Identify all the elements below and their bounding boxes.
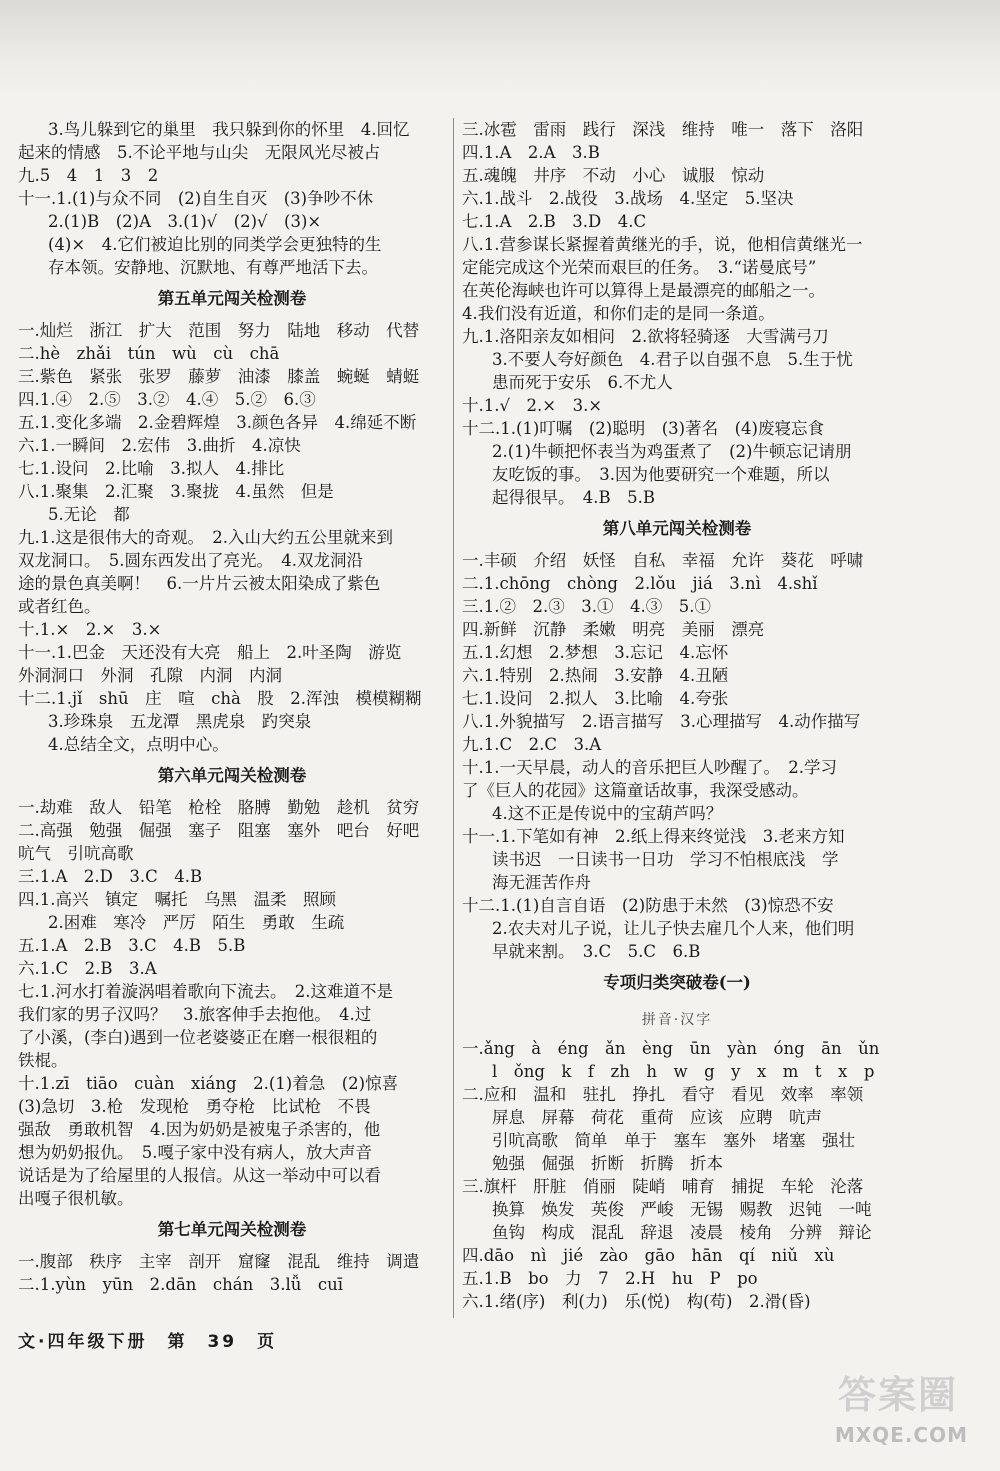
answer-line: 二.1.chōng chòng 2.lǒu jiá 3.nì 4.shǐ xyxy=(462,574,818,593)
watermark-logo: 答案圈 xyxy=(837,1373,958,1417)
answer-line: 四.1.④ 2.⑤ 3.② 4.④ 5.② 6.③ xyxy=(18,390,316,409)
answer-line: 九.1.这是很伟大的奇观。 2.入山大约五公里就来到 xyxy=(18,528,393,547)
answer-line: (4)× 4.它们被迫比别的同类学会更独特的生 xyxy=(48,235,382,254)
section-heading: 第七单元闯关检测卷 xyxy=(157,1220,307,1239)
answer-line: 三.冰雹 雷雨 践行 深浅 维持 唯一 落下 洛阳 xyxy=(462,120,864,139)
answer-line: 2.(1)B (2)A 3.(1)√ (2)√ (3)× xyxy=(48,212,322,231)
answer-line: 九.1.C 2.C 3.A xyxy=(462,735,602,754)
answer-line: 定能完成这个光荣而艰巨的任务。 3.“诺曼底号” xyxy=(462,258,817,277)
answer-line: l ǒng k f zh h w g y x m t x p xyxy=(492,1062,875,1081)
answer-line: 七.1.设问 2.拟人 3.比喻 4.夸张 xyxy=(462,689,729,708)
section-heading: 第六单元闯关检测卷 xyxy=(157,766,307,785)
answer-line: 早就来割。 3.C 5.C 6.B xyxy=(492,942,701,961)
answer-line: 双龙洞口。 5.圆东西发出了亮光。 4.双龙洞沿 xyxy=(18,551,363,570)
answer-line: 一.劫难 敌人 铅笔 枪栓 胳膊 勤勉 趁机 贫穷 xyxy=(18,798,420,817)
answer-line: 六.1.绪(序) 利(力) 乐(悦) 构(苟) 2.滑(昏) xyxy=(462,1292,811,1311)
answer-line: 十二.1.jǐ shū 庄 喧 chà 股 2.浑浊 模模糊糊 xyxy=(18,689,422,708)
answer-line: 三.1.② 2.③ 3.① 4.③ 5.① xyxy=(462,597,711,616)
answer-line: 十二.1.(1)自言自语 (2)防患于未然 (3)惊恐不安 xyxy=(462,896,834,915)
answer-line: 屏息 屏幕 荷花 重荷 应该 应聘 吭声 xyxy=(492,1108,822,1127)
answer-line: 了《巨人的花园》这篇童话故事，我深受感动。 xyxy=(462,781,809,800)
answer-line: 四.新鲜 沉静 柔嫩 明亮 美丽 漂亮 xyxy=(462,620,765,639)
answer-line: 存本领。安静地、沉默地、有尊严地活下去。 xyxy=(48,258,378,277)
answer-line: 二.1.yùn yūn 2.dān chán 3.lǚ cuī xyxy=(18,1275,344,1294)
answer-line: 七.1.A 2.B 3.D 4.C xyxy=(462,212,647,231)
answer-line: 患而死于安乐 6.不尤人 xyxy=(492,373,673,392)
answer-line: 二.应和 温和 驻扎 挣扎 看守 看见 效率 率领 xyxy=(462,1085,864,1104)
answer-line: 4.这不正是传说中的宝葫芦吗？ xyxy=(492,804,723,823)
answer-line: 外洞洞口 外洞 孔隙 内洞 内洞 xyxy=(18,666,282,685)
answer-line: 九.1.洛阳亲友如相问 2.欲将轻骑逐 大雪满弓刀 xyxy=(462,327,829,346)
answer-line: 十一.1.下笔如有神 2.纸上得来终觉浅 3.老来方知 xyxy=(462,827,845,846)
answer-line: 铁棍。 xyxy=(18,1051,68,1070)
answer-line: 四.dāo nì jié zào gāo hān qí niǔ xù xyxy=(462,1246,835,1265)
answer-line: 勉强 倔强 折断 折腾 折本 xyxy=(492,1154,723,1173)
answer-line: 十.1.√ 2.× 3.× xyxy=(462,396,603,415)
answer-line: 一.腹部 秩序 主宰 剖开 窟窿 混乱 维持 调遣 xyxy=(18,1252,420,1271)
answer-line: 三.1.A 2.D 3.C 4.B xyxy=(18,867,203,886)
answer-line: 八.1.营参谋长紧握着黄继光的手，说，他相信黄继光一 xyxy=(462,235,863,254)
answer-line: 起得很早。 4.B 5.B xyxy=(492,488,655,507)
answer-line: 想为奶奶报仇。 5.嘎子家中没有病人，放大声音 xyxy=(18,1143,372,1162)
answer-line: 六.1.特别 2.热闹 3.安静 4.丑陋 xyxy=(462,666,729,685)
answer-line: 5.无论 都 xyxy=(48,505,130,524)
answer-line: 换算 焕发 英俊 严峻 无锡 赐教 迟钝 一吨 xyxy=(492,1200,872,1219)
answer-line: 五.魂魄 井序 不动 小心 诚服 惊动 xyxy=(462,166,765,185)
answer-line: 二.hè zhǎi tún wù cù chā xyxy=(18,344,280,363)
answer-line: 七.1.设问 2.比喻 3.拟人 4.排比 xyxy=(18,459,285,478)
answer-line: 强敌 勇敢机智 4.因为奶奶是被鬼子杀害的，他 xyxy=(18,1120,381,1139)
answer-line: 十一.1.巴金 天还没有大亮 船上 2.叶圣陶 游览 xyxy=(18,643,402,662)
answer-line: 八.1.外貌描写 2.语言描写 3.心理描写 4.动作描写 xyxy=(462,712,861,731)
answer-line: 七.1.河水打着漩涡唱着歌向下流去。 2.这难道不是 xyxy=(18,982,393,1001)
answer-line: 我们家的男子汉吗？ 3.旅客伸手去抱他。 4.过 xyxy=(18,1005,372,1024)
answer-line: 三.旗杆 肝脏 俏丽 陡峭 哺育 捕捉 车轮 沦落 xyxy=(462,1177,864,1196)
answer-line: 五.1.变化多端 2.金碧辉煌 3.颜色各异 4.绵延不断 xyxy=(18,413,417,432)
answer-line: 五.1.B bo 力 7 2.H hu P po xyxy=(462,1269,758,1288)
answer-line: 海无涯苦作舟 xyxy=(492,873,591,892)
page-footer: 文·四年级下册 第 39 页 xyxy=(18,1332,278,1352)
answer-line: 3.鸟儿躲到它的巢里 我只躲到你的怀里 4.回忆 xyxy=(48,120,410,139)
answer-line: 一.丰硕 介绍 妖怪 自私 幸福 允许 葵花 呼啸 xyxy=(462,551,864,570)
section-heading: 第八单元闯关检测卷 xyxy=(602,519,752,538)
answer-line: 吭气 引吭高歌 xyxy=(18,844,134,863)
answer-line: 一.灿烂 浙江 扩大 范围 努力 陆地 移动 代替 xyxy=(18,321,420,340)
answer-line: 3.不要人夸好颜色 4.君子以自强不息 5.生于忧 xyxy=(492,350,853,369)
answer-line: 出嘎子很机敏。 xyxy=(18,1189,134,1208)
answer-line: 十一.1.(1)与众不同 (2)自生自灭 (3)争吵不休 xyxy=(18,189,374,208)
answer-line: 在英伦海峡也许可以算得上是最漂亮的邮船之一。 xyxy=(462,281,825,300)
answer-line: 十.1.zī tiāo cuàn xiáng 2.(1)着急 (2)惊喜 xyxy=(18,1074,399,1093)
answer-line: 起来的情感 5.不论平地与山尖 无限风光尽被占 xyxy=(18,143,381,162)
answer-line: 十二.1.(1)叮嘱 (2)聪明 (3)著名 (4)废寝忘食 xyxy=(462,419,824,438)
section-subheading: 拼音·汉字 xyxy=(641,1012,713,1028)
answer-line: 途的景色真美啊！ 6.一片片云被太阳染成了紫色 xyxy=(18,574,381,593)
answer-line: 读书迟 一日读书一日功 学习不怕根底浅 学 xyxy=(492,850,839,869)
answer-line: 了小溪，(李白)遇到一位老婆婆正在磨一根很粗的 xyxy=(18,1028,378,1047)
answer-line: 4.总结全文，点明中心。 xyxy=(48,735,229,754)
answer-line: 2.困难 寒冷 严厉 陌生 勇敢 生疏 xyxy=(48,913,345,932)
answer-line: 或者红色。 xyxy=(18,597,101,616)
right-column xyxy=(462,118,892,1313)
answer-line: 引吭高歌 简单 单于 塞车 塞外 堵塞 强壮 xyxy=(492,1131,855,1150)
answer-line: 五.1.A 2.B 3.C 4.B 5.B xyxy=(18,936,246,955)
answer-line: 3.珍珠泉 五龙潭 黑虎泉 趵突泉 xyxy=(48,712,312,731)
watermark-url: MXQE.COM xyxy=(834,1423,968,1447)
scan-top-band xyxy=(0,0,1000,95)
answer-line: 六.1.一瞬间 2.宏伟 3.曲折 4.凉快 xyxy=(18,436,301,455)
answer-line: 十.1.× 2.× 3.× xyxy=(18,620,162,639)
answer-line: 一.ǎng à éng ǎn èng ūn yàn óng ān ǔn xyxy=(462,1039,880,1058)
answer-line: (3)急切 3.枪 发现枪 勇夺枪 比试枪 不畏 xyxy=(18,1097,371,1116)
answer-line: 说话是为了给屋里的人报信。从这一举动中可以看 xyxy=(18,1166,381,1185)
column-divider xyxy=(453,118,454,1318)
answer-line: 三.紫色 紧张 张罗 藤萝 油漆 膝盖 蜿蜒 蜻蜓 xyxy=(18,367,420,386)
answer-line: 四.1.A 2.A 3.B xyxy=(462,143,600,162)
left-column xyxy=(18,118,446,1296)
answer-line: 六.1.C 2.B 3.A xyxy=(18,959,157,978)
answer-line: 十.1.一天早晨，动人的音乐把巨人吵醒了。 2.学习 xyxy=(462,758,837,777)
answer-line: 2.农夫对儿子说，让儿子快去雇几个人来，他们明 xyxy=(492,919,855,938)
section-heading: 第五单元闯关检测卷 xyxy=(157,289,307,308)
answer-line: 4.我们没有近道，和你们走的是同一条道。 xyxy=(462,304,775,323)
section-heading: 专项归类突破卷(一) xyxy=(603,973,751,992)
answer-line: 2.(1)牛顿把怀表当为鸡蛋煮了 (2)牛顿忘记请朋 xyxy=(492,442,852,461)
answer-line: 四.1.高兴 镇定 嘱托 乌黑 温柔 照顾 xyxy=(18,890,336,909)
answer-line: 五.1.幻想 2.梦想 3.忘记 4.忘怀 xyxy=(462,643,729,662)
answer-line: 九.5 4 1 3 2 xyxy=(18,166,159,185)
answer-line: 二.高强 勉强 倔强 塞子 阻塞 塞外 吧台 好吧 xyxy=(18,821,420,840)
answer-line: 鱼钩 构成 混乱 辞退 凌晨 棱角 分辨 辩论 xyxy=(492,1223,872,1242)
watermark xyxy=(808,1353,978,1453)
answer-line: 友吃饭的事。 3.因为他要研究一个难题，所以 xyxy=(492,465,830,484)
answer-line: 八.1.聚集 2.汇聚 3.聚拢 4.虽然 但是 xyxy=(18,482,334,501)
answer-line: 六.1.战斗 2.战役 3.战场 4.坚定 5.坚决 xyxy=(462,189,794,208)
